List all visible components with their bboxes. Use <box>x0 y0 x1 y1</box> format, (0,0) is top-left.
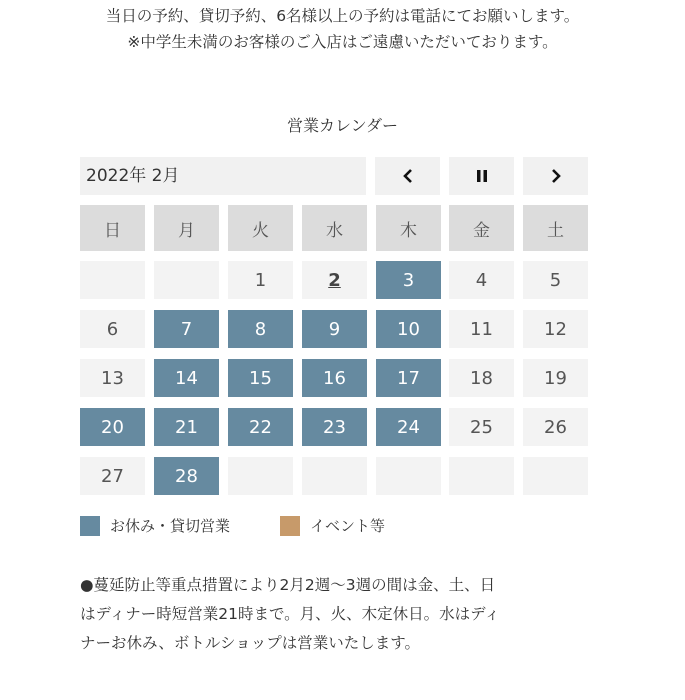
reservation-notice <box>0 0 685 55</box>
day-cell[interactable] <box>154 457 219 495</box>
day-number: 6 <box>106 318 119 340</box>
day-cell[interactable] <box>154 359 219 397</box>
day-number: 21 <box>175 416 198 438</box>
day-cell[interactable] <box>523 310 588 348</box>
day-number: 23 <box>323 416 346 438</box>
day-number: 7 <box>180 318 193 340</box>
day-number: 2 <box>328 269 341 291</box>
day-cell[interactable] <box>376 408 441 446</box>
day-cell[interactable] <box>228 408 293 446</box>
business-calendar <box>80 157 588 487</box>
day-number: 11 <box>470 318 493 340</box>
day-cell[interactable] <box>449 261 514 299</box>
legend-closed-label: お休み・貸切営業 <box>110 517 231 535</box>
footnote-line-3: ナーお休み、ボトルショップは営業いたします。 <box>80 634 420 652</box>
day-cell[interactable] <box>80 408 145 446</box>
day-cell[interactable] <box>449 310 514 348</box>
prev-month-button[interactable] <box>375 157 440 195</box>
day-number: 10 <box>397 318 420 340</box>
weekday-header: 月 <box>154 205 219 251</box>
day-number: 13 <box>101 367 124 389</box>
day-cell[interactable] <box>154 310 219 348</box>
weekday-header: 火 <box>228 205 293 251</box>
footnote-line-2: はディナー時短営業21時まで。月、火、木定休日。水はディ <box>80 605 500 623</box>
legend-event-label: イベント等 <box>310 517 386 535</box>
day-cell[interactable] <box>302 261 367 299</box>
day-number: 5 <box>549 269 562 291</box>
day-cell[interactable] <box>228 310 293 348</box>
day-cell[interactable] <box>228 261 293 299</box>
day-number: 18 <box>470 367 493 389</box>
weekday-header: 土 <box>523 205 588 251</box>
day-cell[interactable] <box>80 310 145 348</box>
covid-notice <box>80 571 610 658</box>
day-number: 20 <box>101 416 124 438</box>
notice-line-1: 当日の予約、貸切予約、6名様以上の予約は電話にてお願いします。 <box>105 7 580 25</box>
day-number: 27 <box>101 465 124 487</box>
day-cell[interactable] <box>302 359 367 397</box>
legend-closed <box>80 515 230 536</box>
day-cell[interactable] <box>376 261 441 299</box>
day-number: 14 <box>175 367 198 389</box>
calendar-legend <box>80 515 435 536</box>
day-number: 4 <box>475 269 488 291</box>
weekday-header: 金 <box>449 205 514 251</box>
day-cell[interactable] <box>523 261 588 299</box>
weekday-header: 日 <box>80 205 145 251</box>
pause-button[interactable] <box>449 157 514 195</box>
day-cell[interactable] <box>80 359 145 397</box>
empty-day-cell <box>80 261 145 299</box>
day-number: 25 <box>470 416 493 438</box>
next-month-button[interactable] <box>523 157 588 195</box>
day-cell[interactable] <box>523 408 588 446</box>
day-number: 28 <box>175 465 198 487</box>
legend-event-swatch <box>280 516 300 536</box>
day-cell[interactable] <box>302 408 367 446</box>
day-number: 16 <box>323 367 346 389</box>
empty-day-cell <box>376 457 441 495</box>
day-number: 9 <box>328 318 341 340</box>
notice-line-2: ※中学生未満のお客様のご入店はご遠慮いただいております。 <box>127 33 558 51</box>
calendar-header <box>80 157 588 195</box>
day-cell[interactable] <box>376 310 441 348</box>
empty-day-cell <box>154 261 219 299</box>
day-cell[interactable] <box>228 359 293 397</box>
day-number: 22 <box>249 416 272 438</box>
empty-day-cell <box>302 457 367 495</box>
day-cell[interactable] <box>154 408 219 446</box>
day-cell[interactable] <box>80 457 145 495</box>
weekday-header: 水 <box>302 205 367 251</box>
chevron-left-icon <box>401 168 415 184</box>
day-number: 1 <box>254 269 267 291</box>
chevron-right-icon <box>549 168 563 184</box>
day-number: 24 <box>397 416 420 438</box>
day-number: 26 <box>544 416 567 438</box>
footnote-line-1: ●蔓延防止等重点措置により2月2週〜3週の間は金、土、日 <box>80 576 496 594</box>
empty-day-cell <box>449 457 514 495</box>
day-cell[interactable] <box>449 408 514 446</box>
day-cell[interactable] <box>449 359 514 397</box>
day-number: 3 <box>402 269 415 291</box>
day-number: 12 <box>544 318 567 340</box>
day-number: 17 <box>397 367 420 389</box>
day-number: 19 <box>544 367 567 389</box>
month-label: 2022年 2月 <box>80 157 366 195</box>
legend-closed-swatch <box>80 516 100 536</box>
legend-event <box>280 515 385 536</box>
day-number: 8 <box>254 318 267 340</box>
day-number: 15 <box>249 367 272 389</box>
empty-day-cell <box>228 457 293 495</box>
calendar-title: 営業カレンダー <box>287 116 398 135</box>
day-cell[interactable] <box>302 310 367 348</box>
empty-day-cell <box>523 457 588 495</box>
weekday-header: 木 <box>376 205 441 251</box>
day-cell[interactable] <box>523 359 588 397</box>
pause-icon <box>475 169 489 183</box>
day-cell[interactable] <box>376 359 441 397</box>
